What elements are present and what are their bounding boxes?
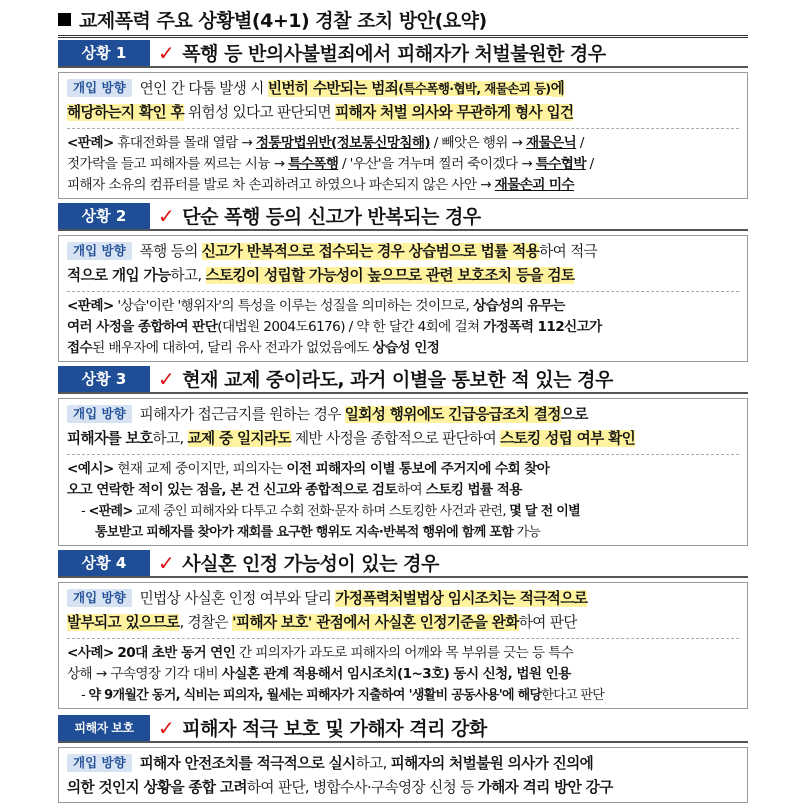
- section-situation-3: [58, 366, 748, 546]
- checkmark-icon: ✓: [158, 551, 175, 575]
- section-header: [58, 203, 748, 231]
- section-situation-2: [58, 203, 748, 362]
- situation-tag: 상황 1: [58, 40, 150, 66]
- situation-heading: ✓ 현재 교제 중이라도, 과거 이별을 통보한 적 있는 경우: [158, 367, 613, 391]
- intervention-box: 개입 방향 피해자가 접근금지를 원하는 경우 일회성 행위에도 긴급응급조치 결정으로 피해자를 보호하고, 교제 중 일지라도 제반 사정을 종합적으로 판단하여 스토킹 성립 여부 확인 <예시> 현재 교제 중이지만, 피의자는 이전 피해자의 이별 통보에 주거지에 수회 찾아 오고 연락한 적이 있는 점을, 본 건 신고와 종합적으로 검토하여 스토킹 법률 적용 - <판례> 교제 중인 피해자와 다투고 수회 전화·문자 하며 스토킹한 사건과 관련, 몇 달 전 이별 통보받고 피해자를 찾아가 재회를 요구한 행위도 지속·반복적 행위에 함께 포함 가능: [58, 398, 748, 546]
- situation-heading: ✓ 사실혼 인정 가능성이 있는 경우: [158, 551, 439, 575]
- situation-heading: ✓ 피해자 적극 보호 및 가해자 격리 강화: [158, 716, 487, 740]
- intervention-box: 개입 방향 연인 간 다툼 발생 시 빈번히 수반되는 범죄(특수폭행·협박, 재물손괴 등)에 해당하는지 확인 후 위험성 있다고 판단되면 피해자 처벌 의사와 무관하게 형사 입건 <판례> 휴대전화를 몰래 열람 → 정통망법위반(정보통신망침해) / 빼앗은 행위 → 재물은닉 / 젓가락을 들고 피해자를 찌르는 시늉 → 특수폭행 / '우산'을 겨누며 찔러 죽이겠다 → 특수협박 / 피해자 소유의 컴퓨터를 발로 차 손괴하려고 하였으나 파손되지 않은 사안 → 재물손괴 미수: [58, 72, 748, 199]
- direction-badge: 개입 방향: [67, 242, 132, 260]
- direction-badge: 개입 방향: [67, 754, 132, 772]
- checkmark-icon: ✓: [158, 367, 175, 391]
- case-note: <판례> 휴대전화를 몰래 열람 → 정통망법위반(정보통신망침해) / 빼앗은 행위 → 재물은닉 / 젓가락을 들고 피해자를 찌르는 시늉 → 특수폭행 / '우산'을 겨누며 찔러 죽이겠다 → 특수협박 / 피해자 소유의 컴퓨터를 발로 차 손괴하려고 하였으나 파손되지 않은 사안 → 재물손괴 미수: [67, 128, 739, 196]
- checkmark-icon: ✓: [158, 41, 175, 65]
- checkmark-icon: ✓: [158, 716, 175, 740]
- direction-badge: 개입 방향: [67, 589, 132, 607]
- intervention-box: 개입 방향 피해자 안전조치를 적극적으로 실시하고, 피해자의 처벌불원 의사가 진의에 의한 것인지 상황을 종합 고려하여 판단, 병합수사·구속영장 신청 등 가해자 격리 방안 강구: [58, 747, 748, 803]
- section-victim-protection: [58, 715, 748, 803]
- situation-tag: 상황 2: [58, 203, 150, 229]
- document-title: 교제폭력 주요 상황별(4+1) 경찰 조치 방안(요약): [58, 6, 748, 38]
- situation-tag: 상황 4: [58, 550, 150, 576]
- square-bullet-icon: [58, 13, 71, 26]
- direction-badge: 개입 방향: [67, 79, 132, 97]
- case-note: <사례> 20대 초반 동거 연인 간 피의자가 과도로 피해자의 어깨와 목 부위를 긋는 등 특수 상해 → 구속영장 기각 대비 사실혼 관계 적용해서 임시조치(1~3호) 동시 신청, 법원 인용 - 약 9개월간 동거, 식비는 피의자, 월세는 피해자가 지출하여 '생활비 공동사용'에 해당한다고 판단: [67, 638, 739, 706]
- case-note: <예시> 현재 교제 중이지만, 피의자는 이전 피해자의 이별 통보에 주거지에 수회 찾아 오고 연락한 적이 있는 점을, 본 건 신고와 종합적으로 검토하여 스토킹 법률 적용 - <판례> 교제 중인 피해자와 다투고 수회 전화·문자 하며 스토킹한 사건과 관련, 몇 달 전 이별 통보받고 피해자를 찾아가 재회를 요구한 행위도 지속·반복적 행위에 함께 포함 가능: [67, 454, 739, 543]
- situation-heading: ✓ 단순 폭행 등의 신고가 반복되는 경우: [158, 204, 481, 228]
- situation-heading: ✓ 폭행 등 반의사불벌죄에서 피해자가 처벌불원한 경우: [158, 41, 606, 65]
- intervention-box: 개입 방향 폭행 등의 신고가 반복적으로 접수되는 경우 상습범으로 법률 적용하여 적극 적으로 개입 가능하고, 스토킹이 성립할 가능성이 높으므로 관련 보호조치 등을 검토 <판례> '상습'이란 '행위자'의 특성을 이루는 성질을 의미하는 것이므로, 상습성의 유무는 여러 사정을 종합하여 판단(대법원 2004도6176) / 약 한 달간 4회에 걸쳐 가정폭력 112신고가 접수된 배우자에 대하여, 달리 유사 전과가 없었음에도 상습성 인정: [58, 235, 748, 362]
- section-header: [58, 40, 748, 68]
- situation-tag: 피해자 보호: [58, 715, 150, 741]
- section-situation-4: [58, 550, 748, 709]
- section-header: [58, 715, 748, 743]
- direction-badge: 개입 방향: [67, 405, 132, 423]
- situation-tag: 상황 3: [58, 366, 150, 392]
- intervention-box: 개입 방향 민법상 사실혼 인정 여부와 달리 가정폭력처벌법상 임시조치는 적극적으로 발부되고 있으므로, 경찰은 '피해자 보호' 관점에서 사실혼 인정기준을 완화하여 판단 <사례> 20대 초반 동거 연인 간 피의자가 과도로 피해자의 어깨와 목 부위를 긋는 등 특수 상해 → 구속영장 기각 대비 사실혼 관계 적용해서 임시조치(1~3호) 동시 신청, 법원 인용 - 약 9개월간 동거, 식비는 피의자, 월세는 피해자가 지출하여 '생활비 공동사용'에 해당한다고 판단: [58, 582, 748, 709]
- checkmark-icon: ✓: [158, 204, 175, 228]
- case-note: <판례> '상습'이란 '행위자'의 특성을 이루는 성질을 의미하는 것이므로, 상습성의 유무는 여러 사정을 종합하여 판단(대법원 2004도6176) / 약 한 달간 4회에 걸쳐 가정폭력 112신고가 접수된 배우자에 대하여, 달리 유사 전과가 없었음에도 상습성 인정: [67, 291, 739, 359]
- section-situation-1: [58, 40, 748, 199]
- section-header: [58, 550, 748, 578]
- section-header: [58, 366, 748, 394]
